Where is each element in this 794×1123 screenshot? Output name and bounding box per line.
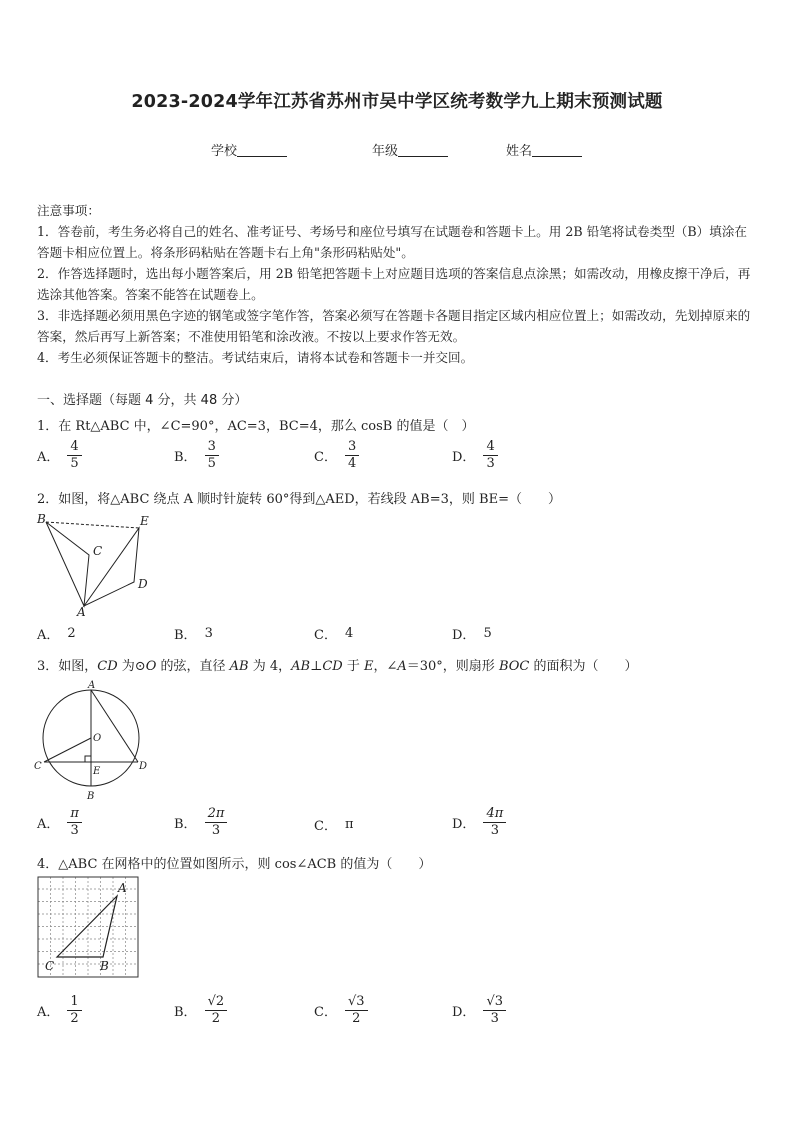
fraction: $\frac{1}{2}$: [67, 994, 81, 1027]
fraction: $\frac{2\pi}{3}$: [205, 806, 228, 839]
q3-circle-figure: [32, 678, 152, 806]
q3-option-a[interactable]: A． $\frac{\pi}{3}$: [37, 806, 82, 839]
name-field[interactable]: [506, 140, 582, 159]
q4-option-d[interactable]: D． $\frac{√3}{3}$: [452, 994, 506, 1027]
fraction: $\frac{4}{3}$: [483, 439, 497, 472]
q3-option-c[interactable]: C． π: [314, 817, 354, 834]
name-label: 姓名: [506, 144, 533, 159]
notice-heading: 注意事项：: [37, 203, 100, 218]
label-d: D: [138, 577, 148, 591]
label-a: A: [118, 881, 127, 895]
label-c: C: [93, 544, 103, 558]
grade-field[interactable]: [372, 140, 448, 159]
grade-label: 年级: [372, 144, 399, 159]
q3-option-b[interactable]: B． $\frac{2\pi}{3}$: [174, 806, 227, 839]
label-c: C: [34, 761, 42, 772]
q1-option-d[interactable]: D． $\frac{4}{3}$: [452, 439, 498, 472]
q2-option-d[interactable]: D． 5: [452, 626, 492, 643]
fraction: $\frac{√3}{2}$: [345, 994, 368, 1027]
label-a: A: [88, 680, 96, 691]
school-label: 学校: [211, 144, 238, 159]
q2-rotation-figure: [34, 510, 158, 620]
label-e: E: [140, 514, 149, 528]
fraction: $\frac{3}{5}$: [205, 439, 219, 472]
label-c: C: [45, 959, 55, 973]
q4-grid-figure: [37, 876, 143, 978]
q1-option-c[interactable]: C． $\frac{3}{4}$: [314, 439, 359, 472]
q3-option-d[interactable]: D． $\frac{4\pi}{3}$: [452, 806, 506, 839]
question-1-stem: 1．在 Rt△ABC 中，∠C=90°，AC=3，BC=4，那么 cosB 的值是（ ）: [37, 419, 475, 434]
fraction: $\frac{4}{5}$: [67, 439, 81, 472]
fraction: $\frac{4\pi}{3}$: [483, 806, 506, 839]
q2-option-a[interactable]: A． 2: [37, 626, 76, 643]
label-o: O: [93, 733, 102, 744]
question-2-stem: 2．如图，将△ABC 绕点 A 顺时针旋转 60°得到△AED，若线段 AB=3，则 BE=（ ）: [37, 492, 561, 507]
question-4-stem: 4．△ABC 在网格中的位置如图所示，则 cos∠ACB 的值为（ ）: [37, 857, 432, 872]
fraction: $\frac{√3}{3}$: [483, 994, 506, 1027]
q4-option-c[interactable]: C． $\frac{√3}{2}$: [314, 994, 368, 1027]
name-blank[interactable]: [532, 143, 582, 157]
label-b: B: [100, 959, 109, 973]
label-a: A: [77, 605, 86, 619]
label-b: B: [37, 512, 46, 526]
label-e: E: [93, 766, 101, 777]
grade-blank[interactable]: [398, 143, 448, 157]
q1-option-b[interactable]: B． $\frac{3}{5}$: [174, 439, 219, 472]
fraction: $\frac{√2}{2}$: [205, 994, 228, 1027]
notice-item-2: 2．作答选择题时，选出每小题答案后，用 2B 铅笔把答题卡上对应题目选项的答案信息点涂黑；如需改动，用橡皮擦干净后，再选涂其他答案。答案不能答在试题卷上。: [37, 266, 751, 302]
label-b: B: [87, 791, 95, 802]
q2-option-c[interactable]: C． 4: [314, 626, 354, 643]
fraction: $\frac{\pi}{3}$: [67, 806, 82, 839]
section-heading: 一、选择题（每题 4 分，共 48 分）: [37, 393, 248, 408]
notice-item-4: 4．考生必须保证答题卡的整洁。考试结束后，请将本试卷和答题卡一并交回。: [37, 350, 474, 365]
q1-option-a[interactable]: A． $\frac{4}{5}$: [37, 439, 82, 472]
notice-item-3: 3．非选择题必须用黑色字迹的钢笔或签字笔作答，答案必须写在答题卡各题目指定区域内相应位置上；如需改动，先划掉原来的答案，然后再写上新答案；不准使用铅笔和涂改液。不按以上要求作答无效。: [37, 308, 751, 344]
q4-option-a[interactable]: A． $\frac{1}{2}$: [37, 994, 82, 1027]
label-d: D: [139, 761, 148, 772]
school-field[interactable]: [211, 140, 287, 159]
fraction: $\frac{3}{4}$: [345, 439, 359, 472]
q2-option-b[interactable]: B． 3: [174, 626, 213, 643]
question-3-stem: 3．如图，CD 为⊙O 的弦，直径 AB 为 4，AB⊥CD 于 E，∠A＝30°，则扇形 BOC 的面积为（ ）: [37, 659, 638, 674]
school-blank[interactable]: [237, 143, 287, 157]
notice-block: [37, 200, 759, 368]
q4-option-b[interactable]: B． $\frac{√2}{2}$: [174, 994, 227, 1027]
page-title: 2023-2024学年江苏省苏州市吴中学区统考数学九上期末预测试题: [131, 92, 663, 112]
notice-item-1: 1．答卷前，考生务必将自己的姓名、准考证号、考场号和座位号填写在试题卷和答题卡上。用 2B 铅笔将试卷类型（B）填涂在答题卡相应位置上。将条形码粘贴在答题卡右上角"条形码粘贴处"。: [37, 224, 748, 260]
